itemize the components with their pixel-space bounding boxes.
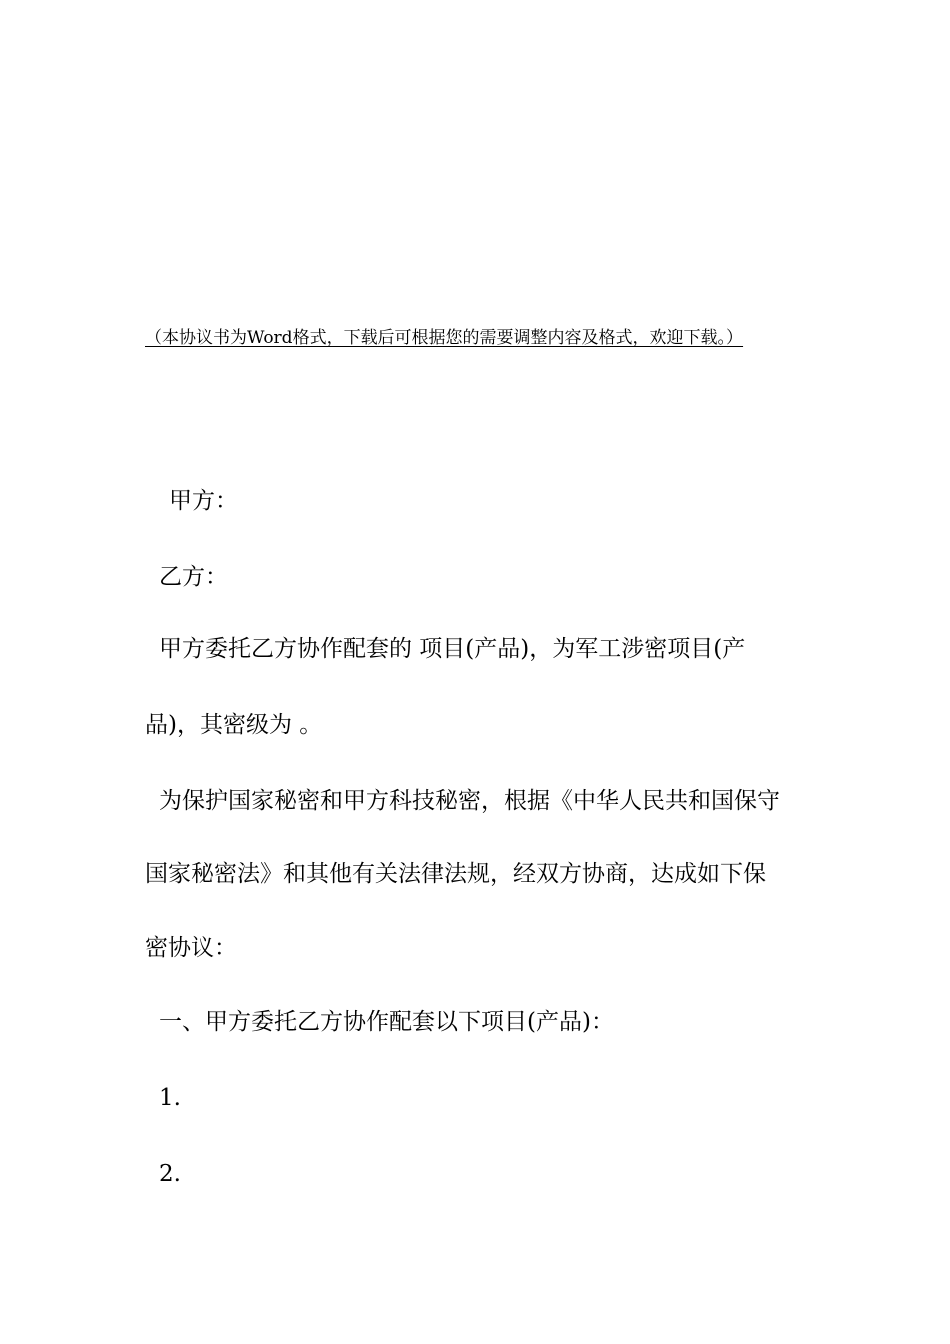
paragraph-2-line-3: 密协议：	[145, 935, 237, 961]
paragraph-2-line-1: 为保护国家秘密和甲方科技秘密，根据《中华人民共和国保守	[159, 788, 780, 814]
list-item-1: 1.	[159, 1085, 181, 1111]
paragraph-1-line-1: 甲方委托乙方协作配套的 项目(产品)，为军工涉密项目(产	[159, 636, 746, 662]
section-1-heading: 一、甲方委托乙方协作配套以下项目(产品)：	[159, 1009, 614, 1035]
download-note: （本协议书为Word格式，下载后可根据您的需要调整内容及格式，欢迎下载。）	[145, 328, 744, 348]
paragraph-2-line-2: 国家秘密法》和其他有关法律法规，经双方协商，达成如下保	[145, 861, 766, 887]
party-b-label: 乙方：	[159, 564, 228, 590]
list-item-2: 2.	[159, 1161, 181, 1187]
paragraph-1-line-2: 品)，其密级为 。	[145, 712, 323, 738]
party-a-label: 甲方：	[169, 488, 238, 514]
